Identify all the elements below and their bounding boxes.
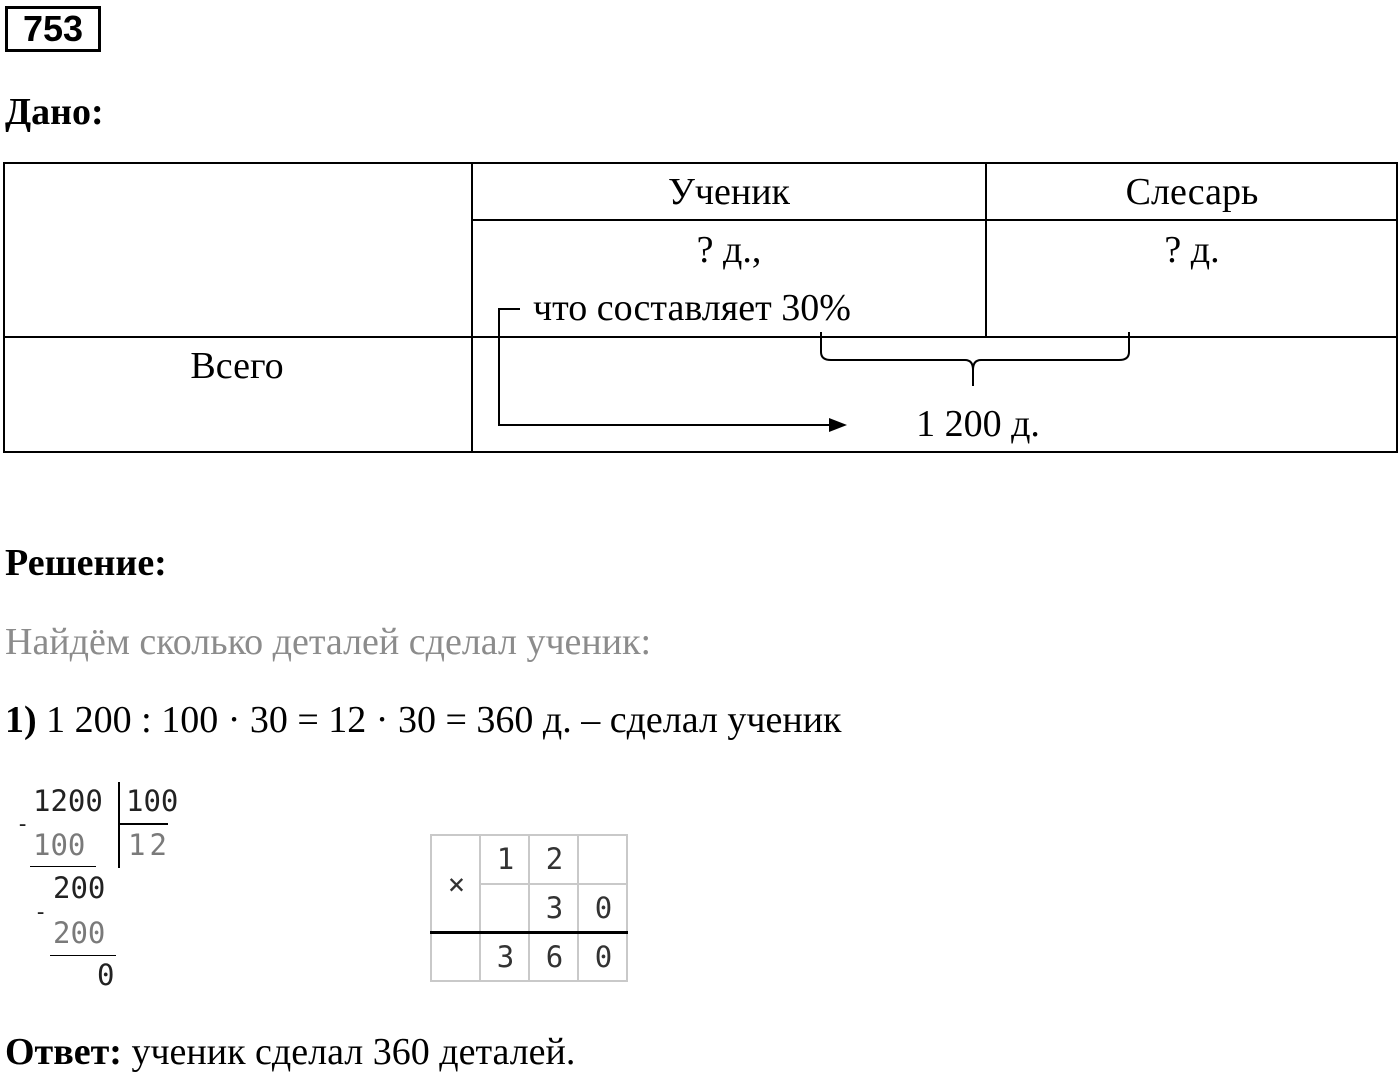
total-value: 1 200 д. bbox=[916, 403, 1040, 445]
percent-arrow bbox=[499, 309, 829, 425]
dividend: 1200 bbox=[33, 784, 103, 818]
mult-r2-c2: 3 bbox=[545, 891, 564, 925]
divisor: 100 bbox=[126, 784, 179, 818]
given-label: Дано: bbox=[5, 91, 104, 133]
multiplication-grid bbox=[430, 834, 628, 982]
step-text: 1 200 : 100 · 30 = 12 · 30 = 360 д. – сделал ученик bbox=[46, 699, 842, 741]
step-number: 1) bbox=[5, 699, 37, 741]
mult-r1-c2: 2 bbox=[545, 842, 564, 876]
mult-result-c2: 6 bbox=[545, 940, 564, 974]
mult-r2-c3: 0 bbox=[594, 891, 613, 925]
quotient: 12 bbox=[128, 828, 171, 862]
underline-2 bbox=[50, 955, 116, 956]
mult-r1-c1: 1 bbox=[496, 842, 515, 876]
task-number-badge: 753 bbox=[5, 6, 101, 52]
header-student: Ученик bbox=[667, 171, 790, 213]
subtract-1: 100 bbox=[33, 828, 86, 862]
multiply-sign: × bbox=[447, 867, 466, 901]
underline-1 bbox=[30, 866, 96, 867]
answer-line bbox=[5, 1030, 575, 1074]
locksmith-value: ? д. bbox=[1164, 229, 1220, 271]
student-note: что составляет 30% bbox=[533, 287, 851, 329]
answer-text: ученик сделал 360 деталей. bbox=[131, 1031, 576, 1073]
remainder-final: 0 bbox=[97, 958, 115, 992]
student-value: ? д., bbox=[696, 229, 762, 271]
header-locksmith: Слесарь bbox=[1125, 171, 1259, 213]
solution-step-1 bbox=[5, 698, 842, 742]
mult-r2-c1 bbox=[481, 884, 530, 933]
arrow-head bbox=[829, 418, 847, 432]
long-division bbox=[8, 782, 208, 992]
sum-brace bbox=[821, 332, 1129, 386]
division-bar-vertical bbox=[118, 782, 120, 868]
row-total-label: Всего bbox=[190, 345, 284, 387]
minus-sign-1: - bbox=[16, 812, 30, 837]
solution-intro: Найдём сколько деталей сделал ученик: bbox=[5, 621, 652, 663]
division-bar-horizontal bbox=[118, 823, 168, 825]
given-table bbox=[3, 162, 1398, 453]
mult-result-c1: 3 bbox=[496, 940, 515, 974]
mult-r1-c3 bbox=[579, 835, 628, 884]
answer-label: Ответ: bbox=[5, 1031, 122, 1073]
remainder-1: 200 bbox=[53, 871, 106, 905]
minus-sign-2: - bbox=[34, 900, 48, 925]
solution-label: Решение: bbox=[5, 542, 167, 584]
subtract-2: 200 bbox=[53, 916, 106, 950]
relation-annotations bbox=[3, 162, 1398, 453]
mult-result-c3: 0 bbox=[594, 940, 613, 974]
